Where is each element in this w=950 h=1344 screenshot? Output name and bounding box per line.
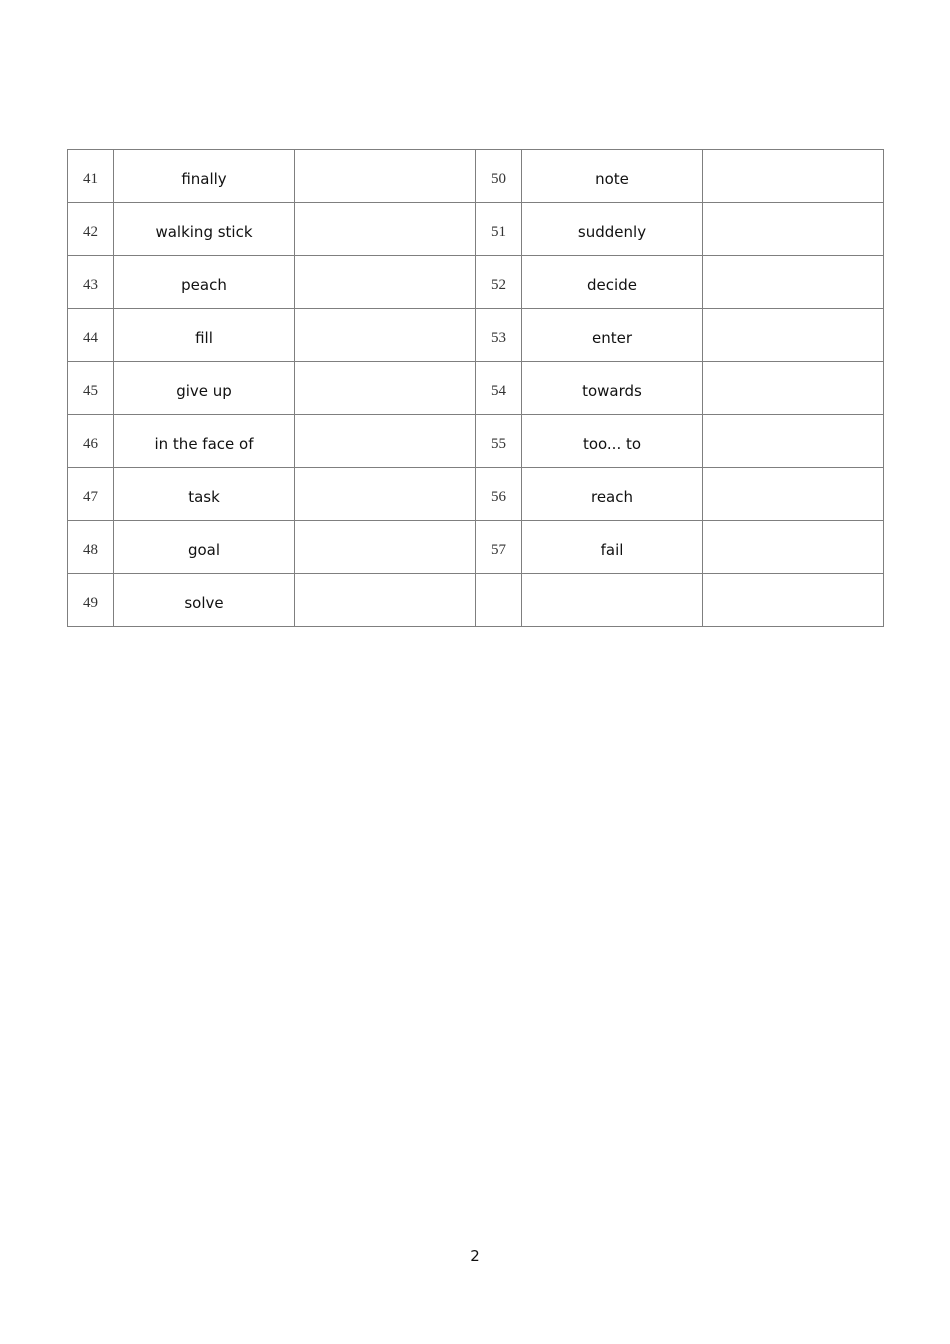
- table-row: [68, 521, 884, 574]
- vocab-word: decide: [522, 256, 703, 309]
- answer-cell[interactable]: [295, 468, 476, 521]
- item-number: 42: [68, 203, 114, 256]
- vocab-word: goal: [114, 521, 295, 574]
- answer-cell[interactable]: [295, 150, 476, 203]
- table-row: [68, 574, 884, 627]
- item-number: 54: [476, 362, 522, 415]
- item-number: 52: [476, 256, 522, 309]
- item-number: 44: [68, 309, 114, 362]
- answer-cell[interactable]: [703, 256, 884, 309]
- vocab-word: task: [114, 468, 295, 521]
- item-number: 41: [68, 150, 114, 203]
- vocab-word: finally: [114, 150, 295, 203]
- answer-cell[interactable]: [703, 362, 884, 415]
- vocab-word: enter: [522, 309, 703, 362]
- vocab-word: too... to: [522, 415, 703, 468]
- item-number: 56: [476, 468, 522, 521]
- vocab-word: [522, 574, 703, 627]
- vocab-word: walking stick: [114, 203, 295, 256]
- item-number: 43: [68, 256, 114, 309]
- table-row: [68, 362, 884, 415]
- vocab-word: in the face of: [114, 415, 295, 468]
- item-number: 47: [68, 468, 114, 521]
- item-number: 50: [476, 150, 522, 203]
- answer-cell[interactable]: [295, 521, 476, 574]
- answer-cell[interactable]: [703, 521, 884, 574]
- item-number: 53: [476, 309, 522, 362]
- item-number: 49: [68, 574, 114, 627]
- item-number: [476, 574, 522, 627]
- answer-cell[interactable]: [295, 256, 476, 309]
- vocabulary-table: [67, 149, 884, 627]
- answer-cell[interactable]: [703, 150, 884, 203]
- answer-cell[interactable]: [295, 309, 476, 362]
- answer-cell[interactable]: [703, 468, 884, 521]
- item-number: 48: [68, 521, 114, 574]
- table-row: [68, 203, 884, 256]
- vocab-word: note: [522, 150, 703, 203]
- answer-cell[interactable]: [703, 415, 884, 468]
- table-row: [68, 468, 884, 521]
- item-number: 45: [68, 362, 114, 415]
- item-number: 57: [476, 521, 522, 574]
- table-row: [68, 309, 884, 362]
- vocab-word: peach: [114, 256, 295, 309]
- answer-cell[interactable]: [295, 203, 476, 256]
- table-row: [68, 256, 884, 309]
- table-row: [68, 150, 884, 203]
- answer-cell[interactable]: [703, 309, 884, 362]
- vocab-word: solve: [114, 574, 295, 627]
- page-number: 2: [470, 1247, 480, 1265]
- answer-cell[interactable]: [703, 574, 884, 627]
- answer-cell[interactable]: [295, 415, 476, 468]
- item-number: 55: [476, 415, 522, 468]
- vocab-word: fail: [522, 521, 703, 574]
- vocab-word: towards: [522, 362, 703, 415]
- vocab-word: fill: [114, 309, 295, 362]
- vocab-word: suddenly: [522, 203, 703, 256]
- table-row: [68, 415, 884, 468]
- vocab-word: reach: [522, 468, 703, 521]
- vocab-word: give up: [114, 362, 295, 415]
- item-number: 51: [476, 203, 522, 256]
- item-number: 46: [68, 415, 114, 468]
- answer-cell[interactable]: [295, 574, 476, 627]
- answer-cell[interactable]: [703, 203, 884, 256]
- vocabulary-table-body: [68, 150, 884, 627]
- answer-cell[interactable]: [295, 362, 476, 415]
